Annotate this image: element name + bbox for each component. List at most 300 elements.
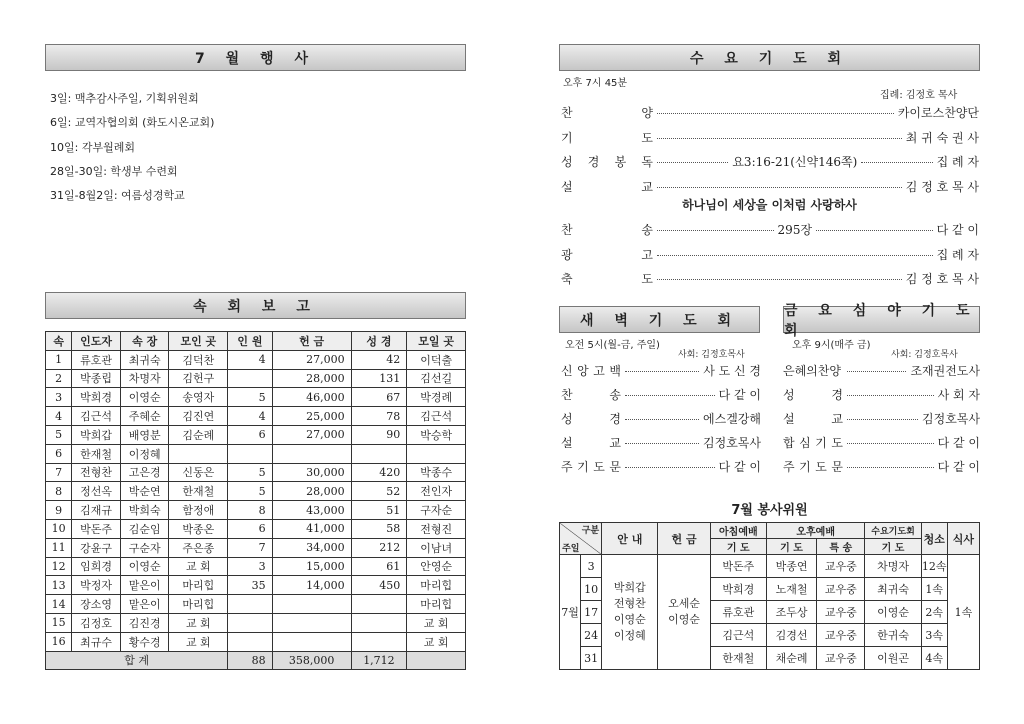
- program-person: 김 정 호 목 사: [905, 179, 979, 194]
- table-cell: 마리힙: [169, 595, 228, 614]
- table-cell: 5: [228, 482, 273, 501]
- dawn-title: 새 벽 기 도 회: [579, 312, 740, 329]
- table-cell: [351, 595, 407, 614]
- col-meal: 식사: [947, 523, 979, 555]
- table-cell: 42: [351, 350, 407, 369]
- program-row: [561, 270, 979, 287]
- program-person: 김 정 호 목 사: [905, 272, 979, 286]
- table-cell: 28,000: [272, 369, 351, 388]
- leader-dots: [847, 395, 934, 396]
- table-cell: 27,000: [272, 350, 351, 369]
- table-cell: 김순례: [169, 425, 228, 444]
- special-song-cell: 교우중: [817, 624, 865, 647]
- table-cell: [228, 632, 273, 651]
- col-afternoon-prayer: 기 도: [766, 539, 816, 555]
- table-cell: 4: [228, 350, 273, 369]
- table-cell: 주혜순: [120, 407, 169, 426]
- cell-report-title: 속 회 보 고: [193, 298, 318, 315]
- table-cell: 최귀숙: [120, 350, 169, 369]
- table-cell: 마리힙: [407, 595, 466, 614]
- cleaning-cell: 4속: [921, 647, 947, 670]
- special-song-cell: 교우중: [817, 578, 865, 601]
- table-cell: 교 회: [169, 557, 228, 576]
- table-cell: 박희경: [72, 388, 121, 407]
- program-row: [561, 246, 979, 263]
- program-label: 찬 송: [561, 388, 621, 402]
- leader-dots: [625, 395, 715, 396]
- program-label: 기 도: [561, 130, 653, 145]
- table-cell: 주은종: [169, 538, 228, 557]
- table-cell: 15,000: [272, 557, 351, 576]
- table-row: [46, 407, 466, 426]
- table-cell: [272, 444, 351, 463]
- col-header: 모일 곳: [407, 332, 466, 351]
- table-cell: 박승학: [407, 425, 466, 444]
- table-row: [46, 613, 466, 632]
- table-cell: 장소영: [72, 595, 121, 614]
- table-cell: 67: [351, 388, 407, 407]
- table-cell: [272, 613, 351, 632]
- table-cell: 51: [351, 501, 407, 520]
- program-person: 사 도 신 경: [703, 364, 761, 378]
- event-item: 3일: 맥추감사주일, 기획위원회: [50, 92, 199, 105]
- table-cell: 8: [228, 501, 273, 520]
- program-row: [783, 362, 980, 379]
- table-cell: 교 회: [407, 632, 466, 651]
- table-cell: 46,000: [272, 388, 351, 407]
- table-cell: 임희경: [72, 557, 121, 576]
- table-cell: [272, 632, 351, 651]
- afternoon-prayer-cell: 노재철: [766, 578, 816, 601]
- leader-dots: [847, 419, 918, 420]
- event-item: 31일-8월2일: 여름성경학교: [50, 189, 185, 203]
- table-cell: 박희갑: [72, 425, 121, 444]
- friday-presider: 사회: 김정호목사: [891, 350, 958, 360]
- corner-bottom: 주일: [562, 544, 580, 554]
- special-song-cell: 교우중: [817, 601, 865, 624]
- leader-dots: [657, 187, 902, 188]
- table-cell: 61: [351, 557, 407, 576]
- table-cell: 450: [351, 576, 407, 595]
- table-cell: 420: [351, 463, 407, 482]
- table-row: [46, 369, 466, 388]
- table-cell: 30,000: [272, 463, 351, 482]
- table-row: [46, 501, 466, 520]
- table-row: [46, 463, 466, 482]
- wednesday-prayer-cell: 이영순: [865, 601, 921, 624]
- table-cell: 김재규: [72, 501, 121, 520]
- total-people: 88: [228, 651, 273, 670]
- leader-dots: [657, 162, 728, 163]
- program-person: 다 같 이: [937, 436, 980, 450]
- table-cell: 구자순: [407, 501, 466, 520]
- program-person: 김정호목사: [703, 436, 761, 450]
- morning-prayer-cell: 김근석: [710, 624, 766, 647]
- leader-dots: [625, 467, 715, 468]
- table-cell: [228, 444, 273, 463]
- table-cell: [228, 369, 273, 388]
- table-cell: 마리힙: [407, 576, 466, 595]
- col-afternoon: 오후예배: [766, 523, 864, 539]
- table-cell: 11: [46, 538, 72, 557]
- table-row: [46, 632, 466, 651]
- table-row: [560, 555, 980, 578]
- table-cell: 구순자: [120, 538, 169, 557]
- table-cell: 교 회: [169, 613, 228, 632]
- table-row: [46, 482, 466, 501]
- leader-dots: [657, 138, 902, 139]
- program-row: [561, 386, 761, 403]
- morning-prayer-cell: 박희경: [710, 578, 766, 601]
- table-cell: 맡은이: [120, 595, 169, 614]
- table-cell: 김근석: [407, 407, 466, 426]
- table-cell: 6: [228, 519, 273, 538]
- table-cell: 이덕출: [407, 350, 466, 369]
- table-cell: 212: [351, 538, 407, 557]
- day-cell: 3: [581, 555, 602, 578]
- table-cell: 전형진: [407, 519, 466, 538]
- afternoon-prayer-cell: 박종연: [766, 555, 816, 578]
- program-row: [783, 458, 980, 475]
- table-cell: 김근석: [72, 407, 121, 426]
- table-cell: 41,000: [272, 519, 351, 538]
- program-row: [561, 129, 979, 146]
- day-cell: 31: [581, 647, 602, 670]
- table-cell: 이남녀: [407, 538, 466, 557]
- program-person: 다 같 이: [937, 460, 980, 474]
- vol-header-row-1: [560, 523, 980, 539]
- wednesday-presider: 집례: 김정호 목사: [880, 90, 958, 101]
- table-cell: [228, 595, 273, 614]
- table-cell: 35: [228, 576, 273, 595]
- day-cell: 24: [581, 624, 602, 647]
- col-guide: 안 내: [602, 523, 658, 555]
- table-row: [46, 595, 466, 614]
- cell-report-header-row: [46, 332, 466, 351]
- program-detail: 요3:16-21(신약146쪽): [732, 155, 858, 169]
- table-cell: 배영분: [120, 425, 169, 444]
- table-cell: 13: [46, 576, 72, 595]
- table-cell: 3: [228, 557, 273, 576]
- table-cell: 4: [228, 407, 273, 426]
- table-cell: 박경례: [407, 388, 466, 407]
- table-cell: 신동은: [169, 463, 228, 482]
- table-cell: 6: [228, 425, 273, 444]
- table-cell: 박정자: [72, 576, 121, 595]
- table-cell: 박돈주: [72, 519, 121, 538]
- col-offering: 헌 금: [658, 523, 710, 555]
- meal-cell: 1속: [947, 555, 979, 670]
- table-cell: 3: [46, 388, 72, 407]
- col-morning-prayer: 기 도: [710, 539, 766, 555]
- col-header: 인 원: [228, 332, 273, 351]
- table-cell: 이정혜: [120, 444, 169, 463]
- wednesday-time: 오후 7시 45분: [563, 78, 628, 89]
- leader-dots: [657, 255, 933, 256]
- col-header: 속: [46, 332, 72, 351]
- leader-dots: [847, 443, 934, 444]
- friday-title: 금 요 심 야 기 도 회: [784, 302, 978, 339]
- program-row: [561, 104, 979, 121]
- table-cell: [351, 444, 407, 463]
- table-cell: 교 회: [407, 613, 466, 632]
- program-row: [561, 434, 761, 451]
- table-cell: 10: [46, 519, 72, 538]
- afternoon-prayer-cell: 김경선: [766, 624, 816, 647]
- leader-dots: [657, 279, 902, 280]
- total-empty: [407, 651, 466, 670]
- program-person: 최 귀 숙 권 사: [905, 130, 979, 145]
- table-cell: 1: [46, 350, 72, 369]
- table-cell: 9: [46, 501, 72, 520]
- program-person: 김정호목사: [922, 412, 980, 426]
- table-cell: 김헌구: [169, 369, 228, 388]
- table-row: [46, 388, 466, 407]
- table-cell: 5: [228, 463, 273, 482]
- program-row: [561, 221, 979, 238]
- table-cell: 90: [351, 425, 407, 444]
- afternoon-prayer-cell: 채순례: [766, 647, 816, 670]
- table-cell: 교 회: [169, 632, 228, 651]
- col-wednesday: 수요기도회: [865, 523, 921, 539]
- leader-dots: [625, 419, 699, 420]
- event-item: 28일-30일: 학생부 수련회: [50, 164, 178, 178]
- morning-prayer-cell: 박돈주: [710, 555, 766, 578]
- table-cell: 7: [228, 538, 273, 557]
- july-events-list: [50, 90, 460, 211]
- table-cell: 전인자: [407, 482, 466, 501]
- table-cell: 박종립: [72, 369, 121, 388]
- table-cell: [228, 613, 273, 632]
- table-cell: [351, 613, 407, 632]
- table-cell: 5: [228, 388, 273, 407]
- leader-dots: [861, 162, 932, 163]
- table-cell: 김순임: [120, 519, 169, 538]
- col-header: 성 경: [351, 332, 407, 351]
- col-clean: 청소: [921, 523, 947, 555]
- corner-top: 구분: [581, 526, 600, 536]
- friday-time: 오후 9시(매주 금): [792, 340, 871, 351]
- leader-dots: [625, 371, 699, 372]
- table-cell: 김정호: [72, 613, 121, 632]
- col-header: 인도자: [72, 332, 121, 351]
- program-person: 다 같 이: [936, 223, 979, 237]
- wednesday-prayer-cell: 최귀숙: [865, 578, 921, 601]
- table-cell: [169, 444, 228, 463]
- leader-dots: [816, 230, 933, 231]
- program-person: 에스겔강해: [703, 412, 761, 426]
- table-cell: 류호관: [72, 350, 121, 369]
- table-cell: [272, 595, 351, 614]
- july-events-title: 7 월 행 사: [195, 50, 316, 67]
- table-cell: 5: [46, 425, 72, 444]
- col-header: 헌 금: [272, 332, 351, 351]
- table-cell: 4: [46, 407, 72, 426]
- offering-cell: 오세순 이영순: [658, 555, 710, 670]
- program-label: 축 도: [561, 272, 653, 286]
- table-cell: 김덕찬: [169, 350, 228, 369]
- col-wed-prayer: 기 도: [865, 539, 921, 555]
- volunteers-table: [559, 522, 980, 670]
- col-morning: 아침예배: [710, 523, 766, 539]
- table-cell: 안영순: [407, 557, 466, 576]
- table-cell: 전형찬: [72, 463, 121, 482]
- program-label: 광 고: [561, 247, 653, 262]
- morning-prayer-cell: 한재철: [710, 647, 766, 670]
- cleaning-cell: 1속: [921, 578, 947, 601]
- leader-dots: [657, 230, 774, 231]
- program-label: 주 기 도 문: [561, 460, 621, 474]
- table-cell: 27,000: [272, 425, 351, 444]
- table-cell: 58: [351, 519, 407, 538]
- table-cell: 고은경: [120, 463, 169, 482]
- program-person: 다 같 이: [718, 460, 761, 474]
- dawn-presider: 사회: 김정호목사: [678, 350, 745, 360]
- table-cell: 이영순: [120, 388, 169, 407]
- cleaning-cell: 2속: [921, 601, 947, 624]
- table-cell: 이영순: [120, 557, 169, 576]
- program-row: [561, 178, 979, 195]
- sermon-title: 하나님이 세상을 이처럼 사랑하사: [682, 198, 857, 212]
- wednesday-prayer-cell: 한귀숙: [865, 624, 921, 647]
- event-item: 6일: 교역자협의회 (화도시온교회): [50, 116, 215, 130]
- table-cell: 정선옥: [72, 482, 121, 501]
- table-cell: 7: [46, 463, 72, 482]
- table-row: [46, 519, 466, 538]
- table-row: [46, 444, 466, 463]
- table-cell: 최규수: [72, 632, 121, 651]
- table-cell: 황수경: [120, 632, 169, 651]
- col-header: 속 장: [120, 332, 169, 351]
- leader-dots: [847, 467, 934, 468]
- total-bible: 1,712: [351, 651, 407, 670]
- table-cell: 34,000: [272, 538, 351, 557]
- program-row: [783, 386, 980, 403]
- table-cell: 15: [46, 613, 72, 632]
- table-cell: 43,000: [272, 501, 351, 520]
- program-label: 성 경: [561, 412, 621, 426]
- volunteers-title: 7월 봉사위원: [731, 503, 808, 518]
- table-cell: 12: [46, 557, 72, 576]
- table-cell: 박종온: [169, 519, 228, 538]
- table-cell: 25,000: [272, 407, 351, 426]
- table-cell: 김선길: [407, 369, 466, 388]
- table-cell: 131: [351, 369, 407, 388]
- program-row: [561, 410, 761, 427]
- table-cell: [351, 632, 407, 651]
- special-song-cell: 교우중: [817, 555, 865, 578]
- program-person: 카이로스찬양단: [897, 106, 979, 120]
- cleaning-cell: 12속: [921, 555, 947, 578]
- table-cell: 김진연: [169, 407, 228, 426]
- program-person: 다 같 이: [718, 388, 761, 402]
- program-person: 집 례 자: [936, 155, 980, 169]
- total-offering: 358,000: [272, 651, 351, 670]
- leader-dots: [625, 443, 699, 444]
- morning-prayer-cell: 류호관: [710, 601, 766, 624]
- cleaning-cell: 3속: [921, 624, 947, 647]
- table-cell: 2: [46, 369, 72, 388]
- program-label: 성 경: [783, 388, 843, 402]
- program-row: [561, 458, 761, 475]
- corner-cell: [560, 523, 602, 555]
- program-label: 합 심 기 도: [783, 436, 843, 450]
- table-cell: 김진경: [120, 613, 169, 632]
- special-song-cell: 교우중: [817, 647, 865, 670]
- table-cell: 한재철: [169, 482, 228, 501]
- table-cell: 8: [46, 482, 72, 501]
- day-cell: 17: [581, 601, 602, 624]
- program-row: [783, 434, 980, 451]
- program-person: 집 례 자: [936, 247, 979, 262]
- program-row: [561, 362, 761, 379]
- table-row: [46, 557, 466, 576]
- leader-dots: [847, 371, 906, 372]
- program-row: [561, 153, 979, 170]
- table-cell: 52: [351, 482, 407, 501]
- table-cell: 14,000: [272, 576, 351, 595]
- wednesday-prayer-cell: 차명자: [865, 555, 921, 578]
- program-person: 조재권전도사: [910, 364, 980, 378]
- program-label: 신 앙 고 백: [561, 364, 621, 378]
- table-cell: 강윤구: [72, 538, 121, 557]
- dawn-time: 오전 5시(월-금, 주일): [565, 340, 660, 351]
- program-person: 사 회 자: [937, 388, 980, 402]
- table-row: [46, 576, 466, 595]
- program-label: 설 교: [561, 436, 621, 450]
- july-events-header: [45, 44, 466, 71]
- total-label: 합 계: [46, 651, 228, 670]
- program-row: [783, 410, 980, 427]
- table-cell: 맡은이: [120, 576, 169, 595]
- table-cell: 6: [46, 444, 72, 463]
- wednesday-header: [559, 44, 980, 71]
- table-cell: 함정애: [169, 501, 228, 520]
- month-cell: 7월: [560, 555, 581, 670]
- table-cell: [407, 444, 466, 463]
- table-cell: 16: [46, 632, 72, 651]
- day-cell: 10: [581, 578, 602, 601]
- table-cell: 마리힙: [169, 576, 228, 595]
- event-item: 10일: 각부월례회: [50, 140, 135, 154]
- friday-header: [783, 302, 980, 339]
- guide-cell: 박희갑 전형찬 이영순 이정혜: [602, 555, 658, 670]
- program-label: 설 교: [561, 179, 653, 194]
- table-cell: 14: [46, 595, 72, 614]
- afternoon-prayer-cell: 조두상: [766, 601, 816, 624]
- program-label: 은혜의찬양: [783, 364, 841, 378]
- program-label: 주 기 도 문: [783, 460, 843, 474]
- program-label: 찬 송: [561, 223, 653, 237]
- table-cell: 박종수: [407, 463, 466, 482]
- col-special-song: 특 송: [817, 539, 865, 555]
- program-label: 찬 양: [561, 106, 653, 120]
- table-cell: 차명자: [120, 369, 169, 388]
- table-cell: 한재철: [72, 444, 121, 463]
- col-header: 모인 곳: [169, 332, 228, 351]
- wednesday-prayer-cell: 이원곤: [865, 647, 921, 670]
- program-label: 성 경 봉 독: [561, 155, 653, 169]
- table-row: [46, 425, 466, 444]
- total-row: [46, 651, 466, 670]
- table-row: [46, 350, 466, 369]
- cell-report-table: [45, 331, 466, 670]
- program-detail: 295장: [777, 223, 813, 237]
- table-cell: 박순연: [120, 482, 169, 501]
- table-cell: 78: [351, 407, 407, 426]
- leader-dots: [657, 113, 894, 114]
- table-cell: 송영자: [169, 388, 228, 407]
